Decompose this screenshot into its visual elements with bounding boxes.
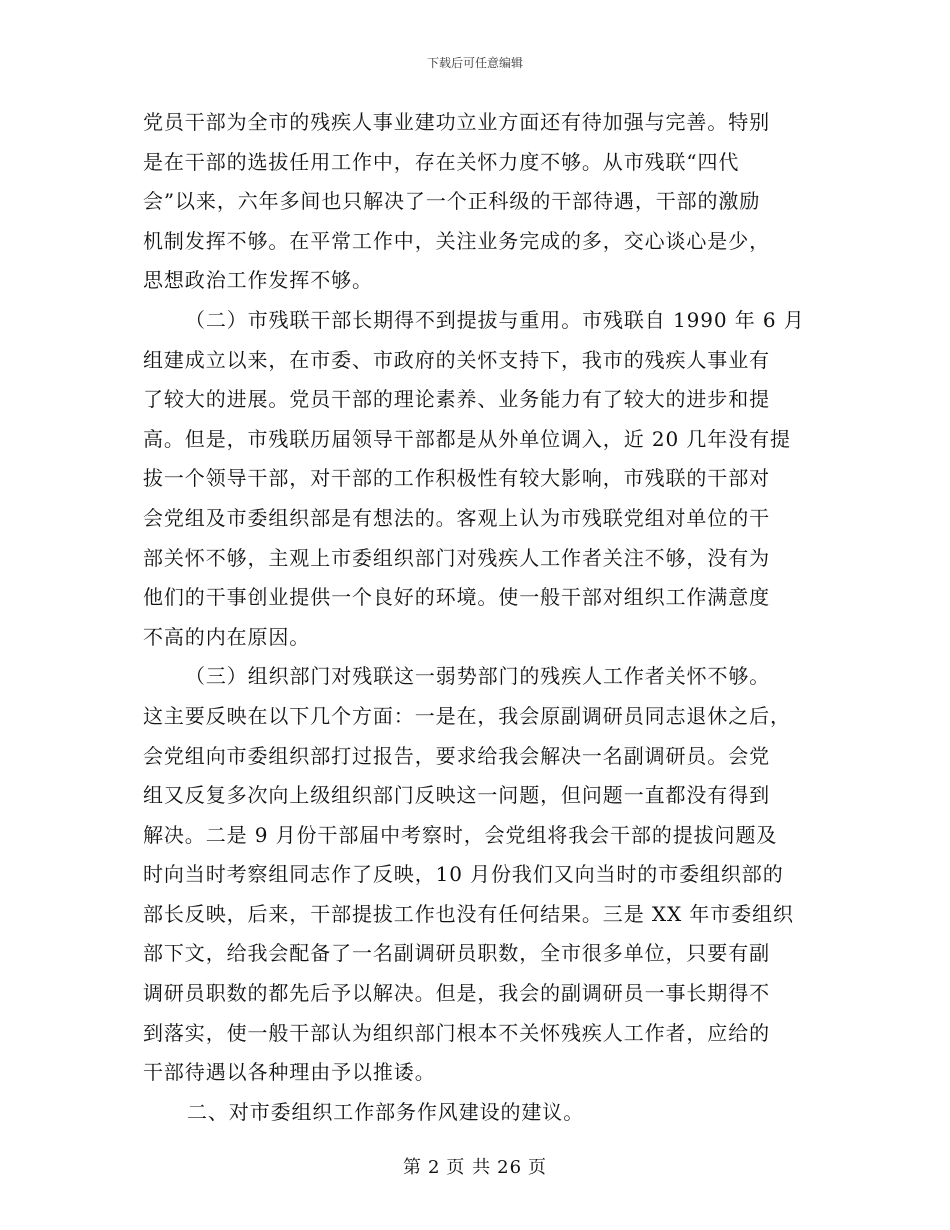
text-line: 这主要反映在以下几个方面：一是在，我会原副调研员同志退休之后， <box>143 703 791 728</box>
footer-middle: 页 共 <box>446 1157 492 1178</box>
footer-prefix: 第 <box>402 1157 422 1178</box>
paragraph-heading-2: （二）市残联干部长期得不到提拔与重用。市残联自 1990 年 6 月 <box>185 307 805 332</box>
paragraph-heading-3: （三）组织部门对残联这一弱势部门的残疾人工作者关怀不够。 <box>185 664 771 689</box>
text-line: 会党组向市委组织部打过报告，要求给我会解决一名副调研员。会党 <box>143 743 770 768</box>
text-line: 调研员职数的都先后予以解决。但是，我会的副调研员一事长期得不 <box>143 981 770 1006</box>
text-line: 会党组及市委组织部是有想法的。客观上认为市残联党组对单位的干 <box>143 505 770 530</box>
text-line: 会”以来，六年多间也只解决了一个正科级的干部待遇，干部的激励 <box>143 189 761 214</box>
text-line: 是在干部的选拔任用工作中，存在关怀力度不够。从市残联“四代 <box>143 149 740 174</box>
text-line: 他们的干事创业提供一个良好的环境。使一般干部对组织工作满意度 <box>143 585 770 610</box>
footer-current-page: 2 <box>427 1157 441 1178</box>
text-line: 了较大的进展。党员干部的理论素养、业务能力有了较大的进步和提 <box>143 387 770 412</box>
page-footer <box>0 1153 950 1179</box>
text-line: 机制发挥不够。在平常工作中，关注业务完成的多，交心谈心是少， <box>143 228 770 253</box>
text-line: 组建成立以来，在市委、市政府的关怀支持下，我市的残疾人事业有 <box>143 347 770 372</box>
text-line: 时向当时考察组同志作了反映，10 月份我们又向当时的市委组织部的 <box>143 862 784 887</box>
text-line: 干部待遇以各种理由予以推诿。 <box>143 1060 436 1085</box>
section-heading: 二、对市委组织工作部务作风建设的建议。 <box>187 1099 585 1124</box>
header-note: 下载后可任意编辑 <box>426 56 523 70</box>
body-text <box>143 103 803 1132</box>
footer-total-pages: 26 <box>497 1157 523 1178</box>
text-line: 拔一个领导干部，对干部的工作积极性有较大影响，市残联的干部对 <box>143 466 770 491</box>
text-line: 部关怀不够，主观上市委组织部门对残疾人工作者关注不够，没有为 <box>143 545 770 570</box>
text-line: 部下文，给我会配备了一名副调研员职数，全市很多单位，只要有副 <box>143 941 770 966</box>
text-line: 解决。二是 9 月份干部届中考察时，会党组将我会干部的提拔问题及 <box>143 822 778 847</box>
footer-suffix: 页 <box>528 1157 548 1178</box>
text-line: 不高的内在原因。 <box>143 624 311 649</box>
text-line: 到落实，使一般干部认为组织部门根本不关怀残疾人工作者，应给的 <box>143 1020 770 1045</box>
text-line: 党员干部为全市的残疾人事业建功立业方面还有待加强与完善。特别 <box>143 110 770 134</box>
text-line: 组又反复多次向上级组织部门反映这一问题，但问题一直都没有得到 <box>143 783 770 808</box>
text-line: 思想政治工作发挥不够。 <box>143 268 373 293</box>
text-line: 部长反映，后来，干部提拔工作也没有任何结果。三是 XX 年市委组织 <box>143 901 794 926</box>
text-line: 高。但是，市残联历届领导干部都是从外单位调入，近 20 几年没有提 <box>143 426 791 451</box>
